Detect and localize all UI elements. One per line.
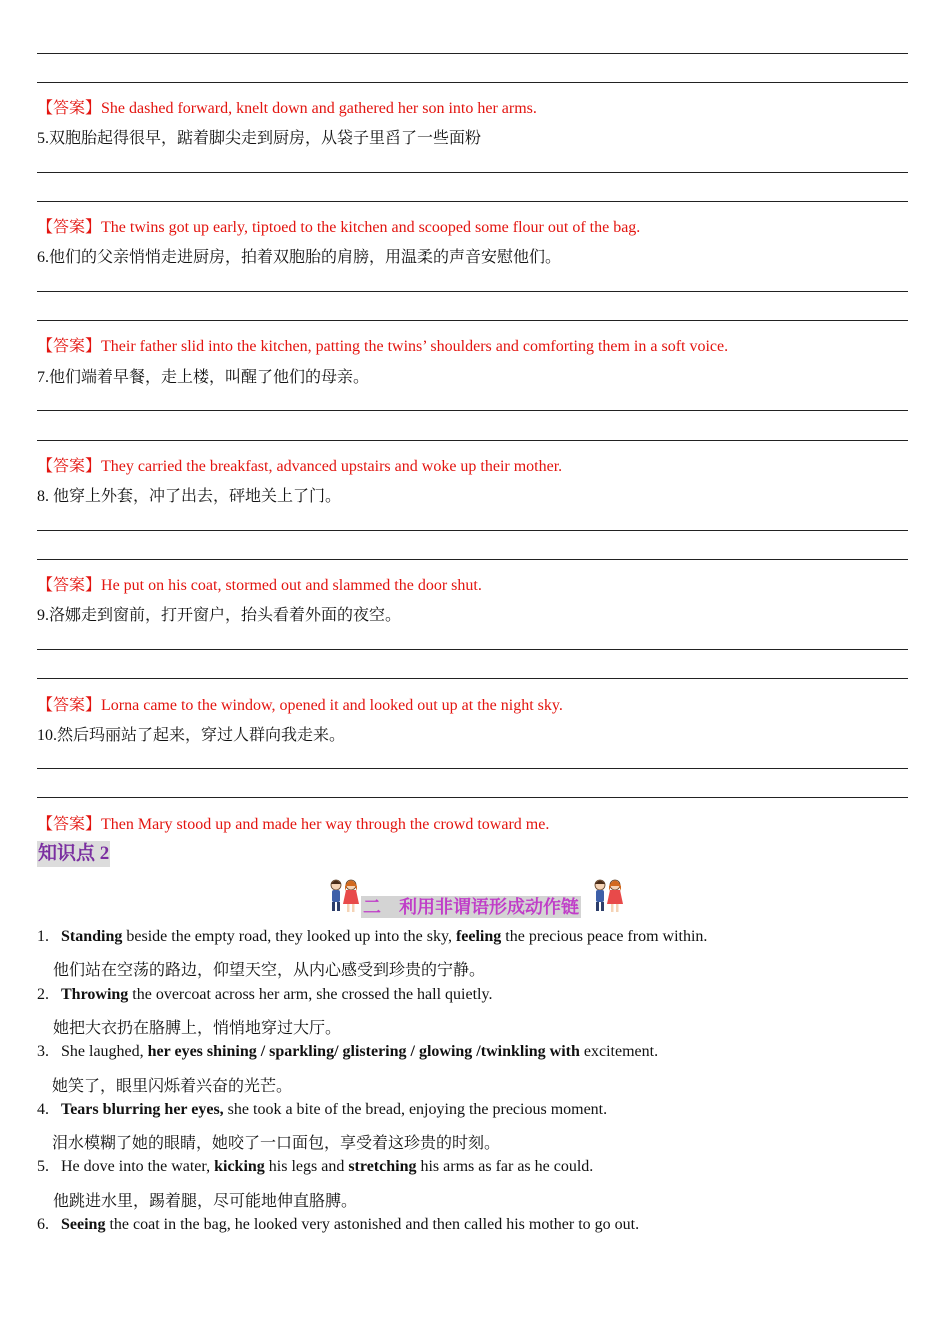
sentence-text: beside the empty road, they looked up into the sky, (122, 928, 456, 945)
sentence-text: She laughed, (61, 1043, 148, 1060)
chinese-translation: 他们站在空荡的路边，仰望天空，从内心感受到珍贵的宁静。 (53, 962, 486, 979)
example-sentence (37, 986, 492, 1004)
children-icon (326, 876, 362, 916)
item-number: 4. (37, 1101, 49, 1118)
chinese-translation: 他跳进水里，踢着腿，尽可能地伸直胳膊。 (53, 1193, 358, 1210)
answer-line (37, 53, 908, 54)
bold-phrase: kicking (214, 1158, 265, 1175)
chinese-translation: 她笑了，眼里闪烁着兴奋的光芒。 (52, 1078, 293, 1095)
answer-row (37, 95, 537, 118)
answer-label: 【答案】 (37, 100, 102, 117)
answer-label: 【答案】 (37, 697, 102, 714)
sentence-text: his arms as far as he could. (416, 1158, 594, 1175)
item-number: 6. (37, 1216, 49, 1233)
answer-line (37, 82, 908, 83)
answer-line (37, 320, 908, 321)
item-number: 2. (37, 986, 49, 1003)
answer-text: Lorna came to the window, opened it and looked out up at the night sky. (101, 697, 563, 714)
question-text: 10.然后玛丽站了起来，穿过人群向我走来。 (37, 727, 346, 744)
bold-phrase: Standing (61, 928, 123, 945)
answer-line (37, 201, 908, 202)
answer-line (37, 649, 908, 650)
answer-line (37, 440, 908, 441)
answer-row (37, 453, 562, 476)
answer-label: 【答案】 (37, 458, 102, 475)
question-text: 9.洛娜走到窗前，打开窗户，抬头看着外面的夜空。 (37, 607, 402, 624)
answer-line (37, 559, 908, 560)
answer-text: He put on his coat, stormed out and slammed the door shut. (101, 577, 482, 594)
answer-row (37, 214, 640, 237)
sentence-text: excitement. (579, 1043, 659, 1060)
answer-label: 【答案】 (37, 816, 102, 833)
question-text: 6.他们的父亲悄悄走进厨房，拍着双胞胎的肩膀，用温柔的声音安慰他们。 (37, 249, 562, 266)
question-text: 7.他们端着早餐，走上楼，叫醒了他们的母亲。 (37, 369, 370, 386)
answer-text: Then Mary stood up and made her way through the crowd toward me. (101, 816, 550, 833)
answer-line (37, 768, 908, 769)
answer-label: 【答案】 (37, 577, 102, 594)
example-sentence (37, 1043, 658, 1061)
answer-label: 【答案】 (37, 338, 102, 355)
answer-line (37, 172, 908, 173)
answer-text: She dashed forward, knelt down and gathered her son into her arms. (101, 100, 537, 117)
chinese-translation: 泪水模糊了她的眼睛，她咬了一口面包，享受着这珍贵的时刻。 (52, 1135, 501, 1152)
sentence-text: the coat in the bag, he looked very astonished and then called his mother to go out. (105, 1216, 640, 1233)
answer-text: The twins got up early, tiptoed to the kitchen and scooped some flour out of the bag. (101, 219, 641, 236)
sentence-text: He dove into the water, (61, 1158, 215, 1175)
answer-row (37, 811, 549, 834)
item-number: 1. (37, 928, 49, 945)
item-number: 3. (37, 1043, 49, 1060)
bold-phrase: Throwing (61, 986, 129, 1003)
answer-line (37, 410, 908, 411)
bold-phrase: stretching (348, 1158, 417, 1175)
knowledge-point-heading: 知识点 2 (37, 841, 110, 867)
sentence-text: she took a bite of the bread, enjoying the precious moment. (223, 1101, 608, 1118)
example-sentence (37, 1216, 639, 1234)
section-heading (326, 876, 631, 916)
question-text: 5.双胞胎起得很早，踮着脚尖走到厨房，从袋子里舀了一些面粉 (37, 130, 482, 147)
answer-label: 【答案】 (37, 219, 102, 236)
sentence-text: his legs and (264, 1158, 349, 1175)
answer-row (37, 692, 563, 715)
bold-phrase: her eyes shining / sparkling/ glistering / glowing /twinkling with (147, 1043, 580, 1060)
answer-line (37, 678, 908, 679)
bold-phrase: Seeing (61, 1216, 106, 1233)
children-icon (590, 876, 626, 916)
answer-line (37, 530, 908, 531)
example-sentence (37, 1101, 607, 1119)
answer-row (37, 333, 728, 356)
bold-phrase: feeling (455, 928, 502, 945)
answer-text: They carried the breakfast, advanced upstairs and woke up their mother. (101, 458, 563, 475)
chinese-translation: 她把大衣扔在胳膊上，悄悄地穿过大厅。 (53, 1020, 342, 1037)
answer-row (37, 572, 482, 595)
example-sentence (37, 928, 707, 946)
answer-line (37, 797, 908, 798)
bold-phrase: Tears blurring her eyes, (61, 1101, 224, 1118)
item-number: 5. (37, 1158, 49, 1175)
example-sentence (37, 1158, 593, 1176)
answer-text: Their father slid into the kitchen, patting the twins’ shoulders and comforting them in a soft voice. (101, 338, 729, 355)
sentence-text: the overcoat across her arm, she crossed the hall quietly. (128, 986, 493, 1003)
answer-line (37, 291, 908, 292)
section-title: 二 利用非谓语形成动作链 (363, 897, 579, 917)
question-text: 8. 他穿上外套，冲了出去，砰地关上了门。 (37, 488, 342, 505)
sentence-text: the precious peace from within. (501, 928, 708, 945)
